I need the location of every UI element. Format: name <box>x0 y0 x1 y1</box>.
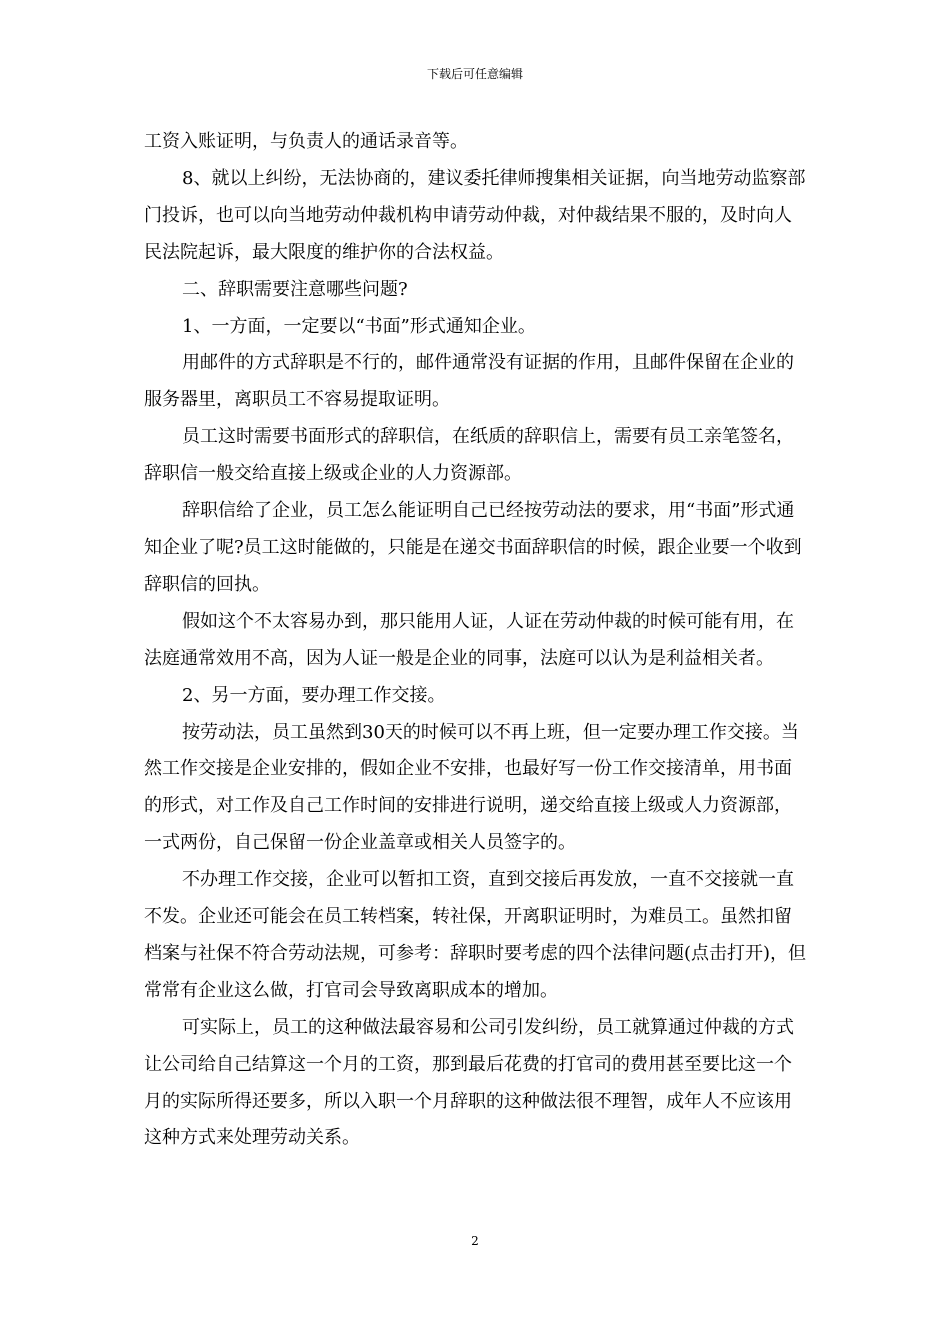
page-header: 下载后可任意编辑 <box>426 67 523 81</box>
paragraph: 工资入账证明，与负责人的通话录音等。 <box>144 131 468 152</box>
section-heading: 二、辞职需要注意哪些问题? <box>182 278 408 300</box>
paragraph: 不办理工作交接，企业可以暂扣工资，直到交接后再发放，一直不交接就一直不发。企业还可能会在员工转档案，转社保，开离职证明时，为难员工。虽然扣留档案与社保不符合劳动法规，可参考：辞职时要考虑的四个法律问题(点击打开)，但常常有企业这么做，打官司会导致离职成本的增加。 <box>144 869 807 1001</box>
paragraph: 员工这时需要书面形式的辞职信，在纸质的辞职信上，需要有员工亲笔签名，辞职信一般交给直接上级或企业的人力资源部。 <box>144 426 794 485</box>
paragraph: 假如这个不太容易办到，那只能用人证，人证在劳动仲裁的时候可能有用，在法庭通常效用不高，因为人证一般是企业的同事，法庭可以认为是利益相关者。 <box>144 610 794 669</box>
paragraph: 1、一方面，一定要以“书面”形式通知企业。 <box>182 315 536 337</box>
paragraph: 8、就以上纠纷，无法协商的，建议委托律师搜集相关证据，向当地劳动监察部门投诉，也可以向当地劳动仲裁机构申请劳动仲裁，对仲裁结果不服的，及时向人民法院起诉，最大限度的维护你的合法权益。 <box>144 167 806 263</box>
paragraph: 用邮件的方式辞职是不行的，邮件通常没有证据的作用，且邮件保留在企业的服务器里，离职员工不容易提取证明。 <box>144 352 794 411</box>
paragraph: 辞职信给了企业，员工怎么能证明自己已经按劳动法的要求，用“书面”形式通知企业了呢?员工这时能做的，只能是在递交书面辞职信的时候，跟企业要一个收到辞职信的回执。 <box>144 500 802 595</box>
paragraph: 按劳动法，员工虽然到30天的时候可以不再上班，但一定要办理工作交接。当然工作交接是企业安排的，假如企业不安排，也最好写一份工作交接清单，用书面的形式，对工作及自己工作时间的安排进行说明，递交给直接上级或人力资源部，一式两份，自己保留一份企业盖章或相关人员签字的。 <box>144 721 799 854</box>
paragraph: 2、另一方面，要办理工作交接。 <box>182 684 446 706</box>
document-body <box>144 124 808 1157</box>
page-number: 2 <box>471 1234 479 1248</box>
paragraph: 可实际上，员工的这种做法最容易和公司引发纠纷，员工就算通过仲裁的方式让公司给自己结算这一个月的工资，那到最后花费的打官司的费用甚至要比这一个月的实际所得还要多，所以入职一个月辞职的这种做法很不理智，成年人不应该用这种方式来处理劳动关系。 <box>144 1016 794 1149</box>
